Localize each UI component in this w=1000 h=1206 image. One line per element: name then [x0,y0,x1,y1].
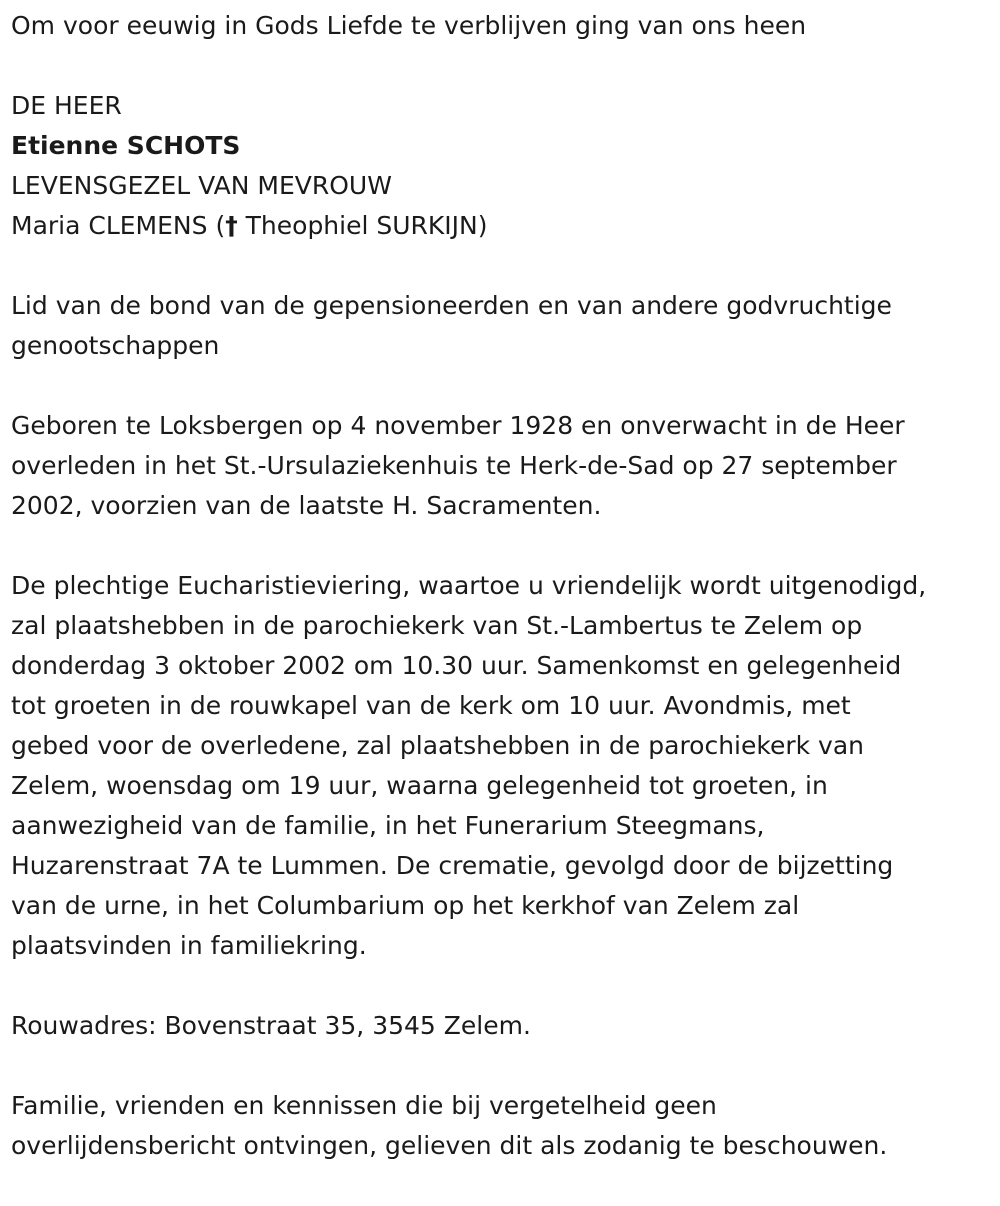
ceremony-line: Huzarenstraat 7A te Lummen. De crematie, gevolgd door de bijzetting [11,851,894,880]
membership-line: genootschappen [11,331,220,360]
ceremony-line: aanwezigheid van de familie, in het Funerarium Steegmans, [11,811,765,840]
spacer [11,966,1000,1006]
mourning-address: Rouwadres: Bovenstraat 35, 3545 Zelem. [11,1011,531,1040]
birth-death-line: overleden in het St.-Ursulaziekenhuis te Herk-de-Sad op 27 september [11,451,897,480]
title-prefix: DE HEER [11,91,122,120]
ceremony-line: donderdag 3 oktober 2002 om 10.30 uur. Samenkomst en gelegenheid [11,651,902,680]
partner-line [11,206,1000,246]
ceremony-line: zal plaatshebben in de parochiekerk van St.-Lambertus te Zelem op [11,611,863,640]
ceremony-line: van de urne, in het Columbarium op het kerkhof van Zelem zal [11,891,800,920]
partner-late-spouse: Theophiel SURKIJN) [237,211,488,240]
closing-paragraph [11,1086,996,1166]
closing-line: Familie, vrienden en kennissen die bij vergetelheid geen [11,1091,717,1120]
cross-icon: † [225,211,238,240]
ceremony-paragraph [11,566,996,966]
spacer [11,366,1000,406]
birth-death-line: 2002, voorzien van de laatste H. Sacramenten. [11,491,602,520]
partner-name: Maria CLEMENS ( [11,211,226,240]
closing-line: overlijdensbericht ontvingen, gelieven dit als zodanig te beschouwen. [11,1131,888,1160]
spacer [11,246,1000,286]
ceremony-line: plaatsvinden in familiekring. [11,931,367,960]
intro-text: Om voor eeuwig in Gods Liefde te verblijven ging van ons heen [11,11,807,40]
relation-text: LEVENSGEZEL VAN MEVROUW [11,171,392,200]
birth-death-line: Geboren te Loksbergen op 4 november 1928 en onverwacht in de Heer [11,411,905,440]
spacer [11,526,1000,566]
ceremony-line: De plechtige Eucharistieviering, waartoe u vriendelijk wordt uitgenodigd, [11,571,927,600]
birth-death-paragraph [11,406,996,526]
ceremony-line: tot groeten in de rouwkapel van de kerk om 10 uur. Avondmis, met [11,691,851,720]
membership-paragraph [11,286,996,366]
spacer [11,46,1000,86]
ceremony-line: gebed voor de overledene, zal plaatshebben in de parochiekerk van [11,731,865,760]
spacer [11,1046,1000,1086]
deceased-name: Etienne SCHOTS [11,131,241,160]
ceremony-line: Zelem, woensdag om 19 uur, waarna gelegenheid tot groeten, in [11,771,828,800]
membership-line: Lid van de bond van de gepensioneerden en van andere godvruchtige [11,291,892,320]
